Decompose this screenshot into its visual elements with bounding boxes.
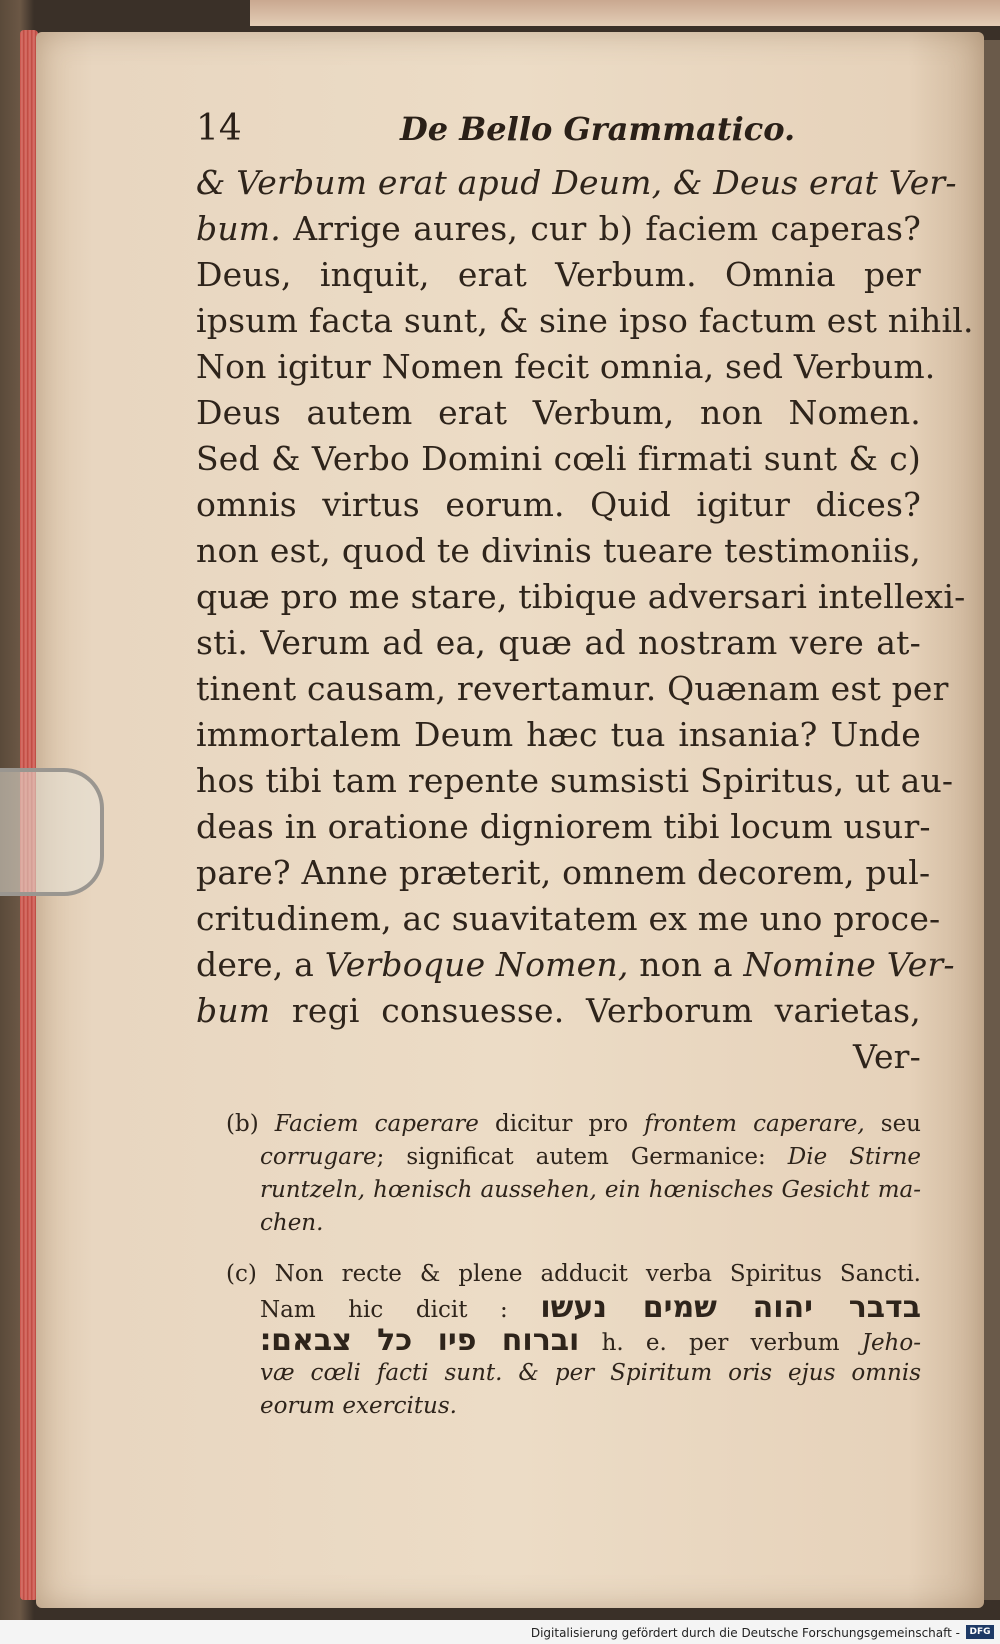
text-run: dicitur pro	[478, 1111, 645, 1137]
footnote-c	[226, 1258, 921, 1423]
footnote-line	[226, 1357, 921, 1390]
text-run: quæ pro me stare, tibique adversari intellexi-	[196, 577, 966, 616]
dfg-logo: DFG	[966, 1625, 994, 1639]
text-run: (c) Non recte & plene adducit verba Spiritus Sancti.	[226, 1261, 921, 1287]
text-run: h. e. per verbum	[579, 1330, 862, 1356]
text-run: non est, quod te divinis tueare testimoniis,	[196, 531, 921, 570]
text-line	[196, 850, 931, 896]
footnote-line	[226, 1108, 921, 1141]
footnote-line	[226, 1258, 921, 1291]
italic-text: runtzeln, hœnisch aussehen, ein hœnisches Gesicht ma-	[260, 1177, 921, 1203]
text-run: sti. Verum ad ea, quæ ad nostram vere at-	[196, 623, 921, 662]
page-header	[196, 108, 896, 152]
text-run: non a	[628, 945, 744, 984]
text-line	[196, 942, 955, 988]
text-run: hos tibi tam repente sumsisti Spiritus, ut au-	[196, 761, 954, 800]
text-line	[196, 896, 941, 942]
italic-text: Nomine Ver-	[743, 945, 955, 984]
text-run: critudinem, ac suavitatem ex me uno proce-	[196, 899, 941, 938]
text-line	[196, 988, 921, 1034]
text-line	[196, 252, 921, 298]
text-run: Arrige aures, cur b) faciem caperas?	[280, 209, 921, 248]
text-line	[196, 528, 921, 574]
footnote-line	[226, 1207, 921, 1240]
text-line	[196, 758, 954, 804]
italic-text: & Verbum erat apud Deum, & Deus erat Ver-	[196, 163, 957, 202]
italic-text: væ cœli facti sunt. & per Spiritum oris ejus omnis	[260, 1360, 921, 1386]
digitization-credit: Digitalisierung gefördert durch die Deutsche Forschungsgemeinschaft -	[530, 1626, 960, 1640]
italic-text: Verboque Nomen,	[324, 945, 629, 984]
footnote-line	[226, 1141, 921, 1174]
text-run: pare? Anne præterit, omnem decorem, pul-	[196, 853, 931, 892]
text-line	[196, 344, 936, 390]
text-run: ipsum facta sunt, & sine ipso factum est nihil.	[196, 301, 974, 340]
text-run: deas in oratione digniorem tibi locum usur-	[196, 807, 931, 846]
italic-text: Die Stirne	[787, 1144, 921, 1170]
text-line	[196, 206, 921, 252]
italic-text: Jeho-	[861, 1330, 921, 1356]
italic-text: corrugare	[260, 1144, 377, 1170]
text-run: seu	[864, 1111, 921, 1137]
footnote-line	[226, 1174, 921, 1207]
text-run: Nam hic dicit :	[260, 1297, 541, 1323]
footnote-line	[226, 1324, 921, 1357]
binding-shadow	[984, 40, 1000, 1600]
italic-text: frontem caperare,	[644, 1111, 865, 1137]
text-run: omnis virtus eorum. Quid igitur dices?	[196, 485, 921, 524]
text-line	[196, 620, 921, 666]
text-line	[196, 804, 931, 850]
hebrew-text: וברוח פיו כל צבאם׃	[260, 1323, 580, 1358]
text-run: regi consuesse. Verborum varietas,	[270, 991, 921, 1030]
italic-text: bum	[196, 991, 271, 1030]
text-line	[196, 666, 949, 712]
text-run: dere, a	[196, 945, 325, 984]
top-paper-strip	[250, 0, 1000, 26]
text-line	[196, 482, 921, 528]
main-text	[196, 160, 974, 1080]
text-line	[196, 436, 921, 482]
hebrew-text: בדבר יהוה שמים נעשו	[540, 1290, 921, 1325]
footnote-line	[226, 1291, 921, 1324]
text-line	[196, 574, 966, 620]
footnote-line	[226, 1390, 921, 1423]
text-line	[196, 160, 957, 206]
text-run: ; significat autem Germanice:	[376, 1144, 788, 1170]
italic-text: chen.	[260, 1210, 324, 1236]
running-title: De Bello Grammatico.	[400, 110, 796, 148]
page-clip	[0, 768, 104, 896]
text-run: Sed & Verbo Domini cœli firmati sunt & c)	[196, 439, 921, 478]
italic-text: eorum exercitus.	[260, 1393, 457, 1419]
text-run: Deus, inquit, erat Verbum. Omnia per	[196, 255, 921, 294]
italic-text: Faciem caperare	[274, 1111, 479, 1137]
text-run: Deus autem erat Verbum, non Nomen.	[196, 393, 921, 432]
catchword: Ver-	[852, 1037, 921, 1076]
page-number: 14	[196, 108, 242, 149]
text-run: immortalem Deum hæc tua insania? Unde	[196, 715, 921, 754]
text-line	[196, 712, 921, 758]
footnotes	[226, 1108, 921, 1423]
italic-text: bum.	[196, 209, 281, 248]
text-line	[196, 390, 921, 436]
text-run: (b)	[226, 1111, 275, 1137]
text-run: tinent causam, revertamur. Quænam est per	[196, 669, 949, 708]
text-run: Non igitur Nomen fecit omnia, sed Verbum.	[196, 347, 936, 386]
footnote-b	[226, 1108, 921, 1240]
text-line	[196, 298, 974, 344]
